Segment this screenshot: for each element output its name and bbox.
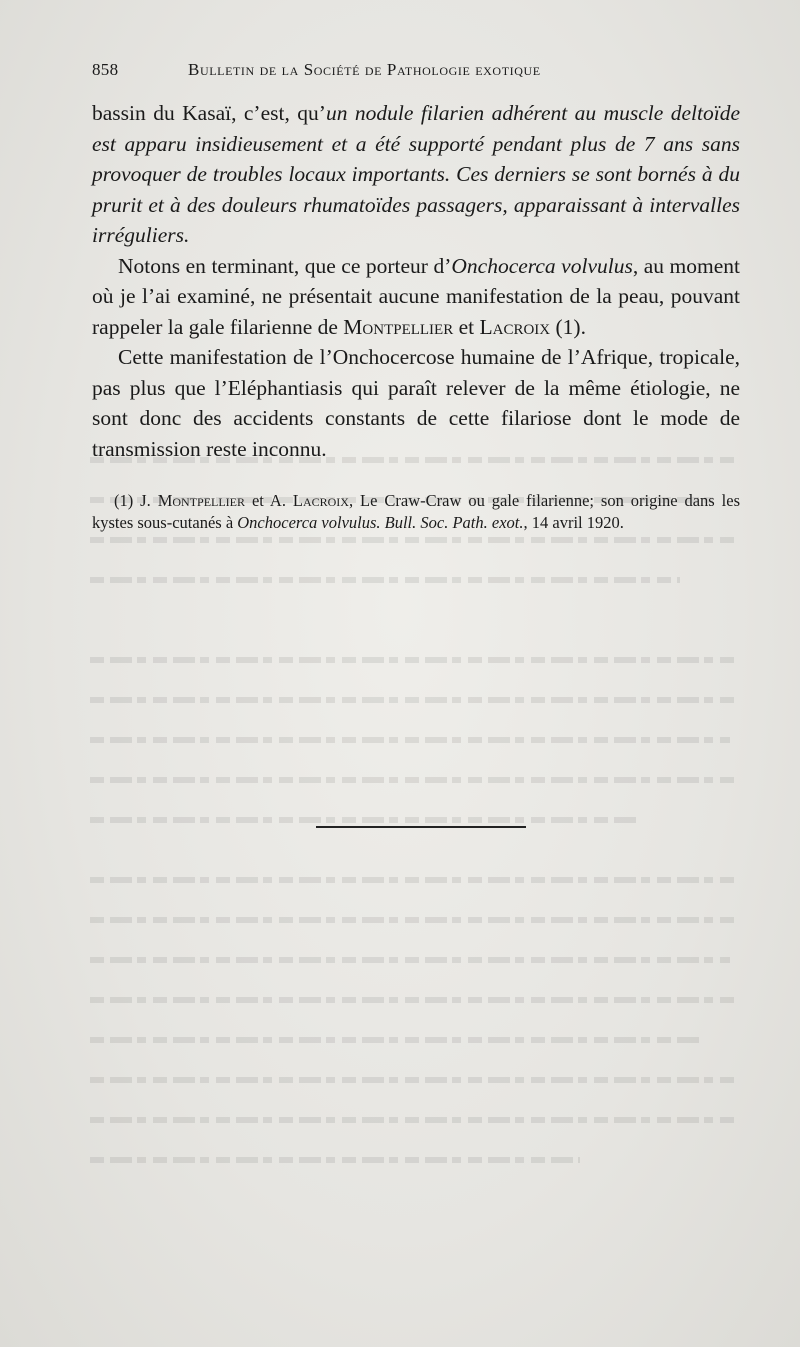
footnote-author-lacroix: Lacroix (292, 491, 349, 510)
running-head: Bulletin de la Société de Pathologie exotique (188, 60, 541, 79)
footnote-text-a: (1) J. (114, 491, 158, 510)
footnote-date: , 14 avril 1920. (523, 513, 624, 532)
species-name: Onchocerca volvulus (451, 253, 633, 278)
show-through-texture (80, 420, 760, 1180)
end-rule (316, 826, 526, 828)
footnote (92, 490, 740, 534)
author-lacroix: Lacroix (479, 314, 551, 339)
paragraph-1-text-a: bassin du Kasaï, c’est, qu’ (92, 101, 326, 125)
paragraph-1-italic: un nodule filarien adhérent au muscle deltoïde est apparu insidieusement et a été supporté pendant plus de 7 ans sans provoquer de troubles locaux importants. Ces derniers se sont bornés à du prurit et à des douleurs rhumatoïdes passagers, apparaissant à intervalles irréguliers. (92, 101, 741, 247)
author-montpellier: Montpellier (343, 314, 454, 339)
footnote-author-montpellier: Montpellier (157, 491, 246, 510)
paragraph-1 (92, 98, 740, 251)
footnote-ref: (1). (550, 314, 586, 339)
page-number: 858 (92, 60, 119, 79)
footnote-text-c: , Le Craw-Craw ou gale filarienne; son origine dans les kystes sous-cutanés à (92, 491, 740, 532)
paragraph-2 (92, 251, 740, 343)
paragraph-3 (92, 342, 740, 464)
paragraph-2-text-b: , au moment où je l’ai examiné, ne présentait aucune manifestation de la peau, pouvant rappeler la gale filarienne de (92, 253, 740, 339)
body-text (92, 98, 740, 464)
paragraph-2-text-a: Notons en terminant, que ce porteur d’ (118, 253, 452, 278)
paragraph-2-text-c: et (453, 314, 480, 339)
footnote-citation-italic: Onchocerca volvulus. Bull. Soc. Path. exot. (237, 513, 524, 532)
footnote-text-b: et A. (245, 491, 293, 510)
paragraph-3-text: Cette manifestation de l’Onchocercose humaine de l’Afrique, tropicale, pas plus que l’Eléphantiasis qui paraît relever de la même étiologie, ne sont donc des accidents constants de cette filariose dont le mode de transmission reste inconnu. (92, 345, 740, 461)
